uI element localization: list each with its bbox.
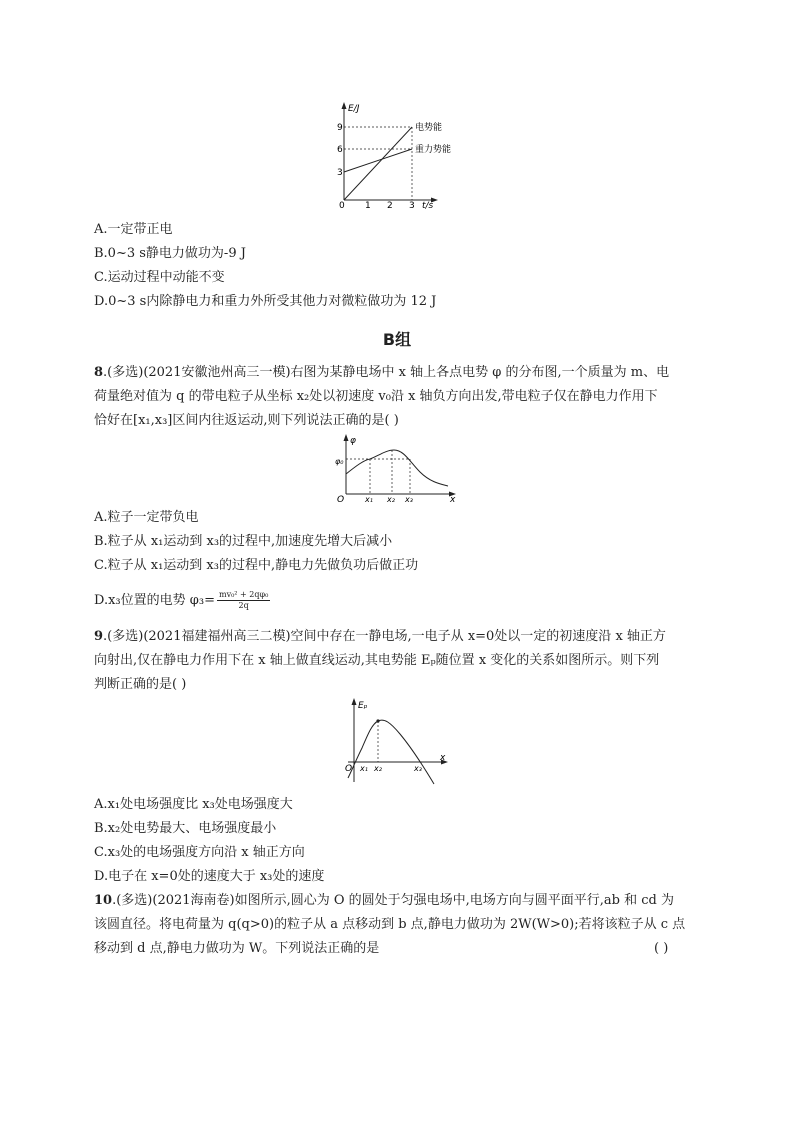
q8-text: .(多选)(2021安徽池州高三一模)右图为某静电场中 x 轴上各点电势 φ 的分布图,一个质量为 m、电 <box>103 365 670 380</box>
x-axis-label: t/s <box>422 201 434 210</box>
potential-curve <box>346 450 448 486</box>
y-tick-label: 6 <box>337 145 343 155</box>
x-tick-label: 3 <box>409 201 415 210</box>
x-tick-label: x₁ <box>365 495 373 504</box>
y-axis-label: φ <box>350 436 356 446</box>
x-axis-label: x <box>450 495 456 504</box>
q9-option-b: B.x₂处电势最大、电场强度最小 <box>94 821 277 836</box>
q7-option-b: B.0~3 s静电力做功为-9 J <box>94 246 246 261</box>
y-axis-label: Eₚ <box>358 701 368 711</box>
energy-curve <box>348 720 434 784</box>
x-tick-label: x₃ <box>414 764 422 773</box>
fraction-denominator: 2q <box>238 601 249 610</box>
y-axis-label: E/J <box>348 104 360 114</box>
q8-option-c: C.粒子从 x₁运动到 x₃的过程中,静电力先做负功后做正功 <box>94 558 419 573</box>
y-tick-label: 9 <box>337 123 343 133</box>
q7-option-c: C.运动过程中动能不变 <box>94 270 225 285</box>
q8-stem-line1 <box>94 365 700 381</box>
figure-potential-distribution <box>334 432 464 504</box>
origin-label: 0 <box>339 201 345 210</box>
gravity-energy-label: 重力势能 <box>415 145 452 155</box>
q9-number: 9 <box>94 629 104 644</box>
x-axis-label: x <box>440 753 446 763</box>
q8-option-d-prefix: D.x₃位置的电势 φ₃= <box>94 593 215 608</box>
q7-option-d: D.0~3 s内除静电力和重力外所受其他力对微粒做功为 12 J <box>94 294 437 309</box>
q9-option-c: C.x₃处的电场强度方向沿 x 轴正方向 <box>94 845 305 860</box>
section-title: B组 <box>382 330 412 349</box>
figure-energy-time <box>330 100 470 210</box>
q8-option-b: B.粒子从 x₁运动到 x₃的过程中,加速度先增大后减小 <box>94 534 393 549</box>
q10-stem-line3: 移动到 d 点,静电力做功为 W。下列说法正确的是 <box>94 941 380 956</box>
q9-text: .(多选)(2021福建福州高三二模)空间中存在一静电场,一电子从 x=0处以一定的初速度沿 x 轴正方 <box>103 629 666 644</box>
x-tick-label: x₃ <box>405 495 413 504</box>
q9-stem-line2: 向射出,仅在静电力作用下在 x 轴上做直线运动,其电势能 Eₚ随位置 x 变化的关系如图所示。则下列 <box>94 653 660 668</box>
y-axis-arrow <box>352 698 357 705</box>
electric-energy-line <box>344 127 412 200</box>
q8-option-d <box>94 590 270 611</box>
fraction-numerator: mv₀² + 2qφ₀ <box>218 590 269 599</box>
origin-label: O <box>345 764 353 774</box>
x-tick-label: x₁ <box>360 764 368 773</box>
q8-stem-line3: 恰好在[x₁,x₃]区间内往返运动,则下列说法正确的是( ) <box>94 413 399 428</box>
q10-answer-paren: ( ) <box>654 941 669 956</box>
q10-text: .(多选)(2021海南卷)如图所示,圆心为 O 的圆处于匀强电场中,电场方向与圆平面平行,ab 和 cd 为 <box>112 893 674 908</box>
q8-stem-line2: 荷量绝对值为 q 的带电粒子从坐标 x₂处以初速度 v₀沿 x 轴负方向出发,带电粒子仅在静电力作用下 <box>94 389 658 404</box>
q9-stem-line1 <box>94 629 700 645</box>
y-axis-arrow <box>342 102 347 109</box>
q9-stem-line3: 判断正确的是( ) <box>94 677 187 692</box>
q8-number: 8 <box>94 365 104 380</box>
q10-stem-line2: 该圆直径。将电荷量为 q(q>0)的粒子从 a 点移动到 b 点,静电力做功为 2W(W>0);若将该粒子从 c 点 <box>94 917 686 932</box>
origin-label: O <box>337 495 345 504</box>
x-tick-label: 2 <box>387 201 393 210</box>
gravity-energy-line <box>344 149 412 172</box>
q8-option-a: A.粒子一定带负电 <box>94 510 199 525</box>
peak-point <box>376 719 379 722</box>
q7-option-a: A.一定带正电 <box>94 222 173 237</box>
electric-energy-label: 电势能 <box>415 123 443 133</box>
figure-potential-energy <box>340 696 454 788</box>
q9-option-d: D.电子在 x=0处的速度大于 x₃处的速度 <box>94 869 325 884</box>
phi0-label: φ₀ <box>335 457 344 466</box>
x-tick-label: 1 <box>365 201 371 210</box>
y-axis-arrow <box>344 434 349 441</box>
q10-stem-line1 <box>94 893 700 909</box>
fraction <box>217 590 270 611</box>
y-tick-label: 3 <box>337 168 343 178</box>
x-tick-label: x₂ <box>387 495 395 504</box>
x-tick-label: x₂ <box>374 764 382 773</box>
q10-number: 10 <box>94 893 113 908</box>
q9-option-a: A.x₁处电场强度比 x₃处电场强度大 <box>94 797 293 812</box>
